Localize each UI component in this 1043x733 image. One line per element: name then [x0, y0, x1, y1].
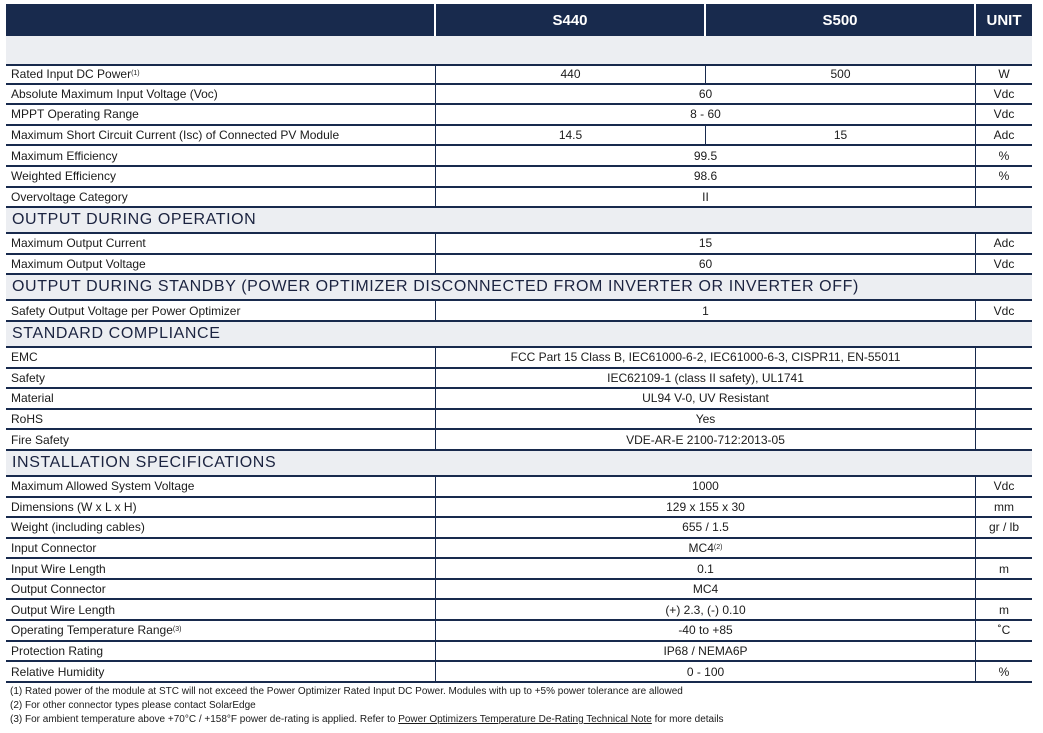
value-both-models — [436, 105, 976, 124]
unit-cell: m — [999, 602, 1009, 617]
row-label — [6, 188, 436, 207]
table-row — [6, 126, 1032, 147]
table-row — [6, 255, 1032, 276]
value-both-models — [436, 255, 976, 274]
value-text: 60 — [698, 86, 713, 101]
footnote-3-text: (3) For ambient temperature above +70°C / +158°F power de-rating is applied. Refer to — [10, 714, 399, 725]
row-label: Rated Input DC Power (1) — [6, 66, 436, 83]
row-label-text: Input Wire Length — [11, 561, 106, 576]
row-label-text: EMC — [11, 350, 38, 365]
row-label-text: Maximum Efficiency — [11, 148, 118, 163]
unit-cell — [976, 539, 1032, 558]
value-both-models — [436, 389, 976, 408]
row-label — [6, 498, 436, 517]
unit-cell: Vdc — [993, 86, 1015, 101]
value-text: MC4 — [692, 582, 719, 597]
row-label — [6, 580, 436, 599]
row-label-text: Protection Rating — [11, 643, 104, 658]
table-row — [6, 580, 1032, 601]
row-label-text: Input Connector — [11, 540, 97, 555]
value-text: IEC62109-1 (class II safety), UL1741 — [607, 370, 804, 385]
table-row — [6, 301, 1032, 322]
section-title-standard-compliance: STANDARD COMPLIANCE — [6, 322, 1032, 348]
row-label — [6, 518, 436, 537]
row-label — [6, 539, 436, 558]
value-both-models — [436, 234, 976, 253]
table-row — [6, 498, 1032, 519]
value-text: Yes — [695, 412, 716, 427]
unit-cell: Adc — [993, 236, 1015, 251]
row-label — [6, 126, 436, 145]
value-text: 655 / 1.5 — [682, 520, 729, 535]
value-text: 1000 — [692, 479, 719, 494]
unit-cell: mm — [994, 499, 1014, 514]
value-both-models — [436, 498, 976, 517]
row-label-text: Weighted Efficiency — [11, 169, 116, 184]
value-both-models — [436, 600, 976, 619]
footnote-3-tail: for more details — [651, 714, 724, 725]
row-label — [6, 348, 436, 367]
table-row — [6, 621, 1032, 642]
row-label-text: Safety — [11, 370, 46, 385]
value-both-models — [436, 167, 976, 186]
value-both-models: MC4 (2) — [436, 539, 976, 558]
row-label — [6, 430, 436, 449]
value-both-models — [436, 621, 976, 640]
header-model-s440: S440 — [436, 4, 706, 36]
value-s440: 440 — [436, 66, 706, 83]
table-row — [6, 662, 1032, 683]
unit-cell — [976, 410, 1032, 429]
table-row — [6, 167, 1032, 188]
value-text: 129 x 155 x 30 — [666, 499, 745, 514]
value-text: UL94 V-0, UV Resistant — [642, 391, 769, 406]
unit-cell: % — [998, 148, 1010, 163]
row-label-text: Maximum Output Voltage — [11, 257, 146, 272]
unit-cell — [976, 642, 1032, 661]
row-label-text: Maximum Output Current — [11, 236, 146, 251]
section-title-output-operation: OUTPUT DURING OPERATION — [6, 208, 1032, 234]
value-both-models — [436, 559, 976, 578]
value-both-models — [436, 410, 976, 429]
value-text: 0 - 100 — [686, 664, 725, 679]
value-both-models — [436, 369, 976, 388]
row-label-text: Output Wire Length — [11, 602, 116, 617]
value-s500: 500 — [706, 66, 976, 83]
table-row — [6, 559, 1032, 580]
value-text: 15 — [698, 236, 713, 251]
table-row — [6, 642, 1032, 663]
table-row — [6, 477, 1032, 498]
unit-cell — [976, 580, 1032, 599]
output-rows — [6, 234, 1032, 275]
unit-cell: W — [998, 67, 1010, 82]
unit-cell: Adc — [993, 128, 1015, 143]
input-rows — [6, 64, 1032, 208]
row-label-text: RoHS — [11, 412, 44, 427]
value-both-models — [436, 580, 976, 599]
row-label — [6, 389, 436, 408]
row-label — [6, 85, 436, 104]
input-section-band — [6, 36, 1032, 64]
value-text: VDE-AR-E 2100-712:2013-05 — [626, 432, 785, 447]
row-label — [6, 559, 436, 578]
row-label-text: Operating Temperature Range — [11, 623, 173, 638]
row-label-text: Safety Output Voltage per Power Optimizer — [11, 303, 241, 318]
footnote-2: (2) For other connector types please contact SolarEdge — [10, 700, 256, 711]
value-text: MC4 — [688, 540, 714, 555]
row-label-text: Dimensions (W x L x H) — [11, 499, 137, 514]
table-row — [6, 146, 1032, 167]
unit-cell — [976, 348, 1032, 367]
row-label — [6, 369, 436, 388]
row-label-text: Material — [11, 391, 54, 406]
row-label — [6, 662, 436, 681]
row-label-text: Maximum Allowed System Voltage — [11, 479, 195, 494]
header-model-s500: S500 — [706, 4, 976, 36]
header-unit: UNIT — [986, 11, 1022, 29]
standby-rows — [6, 301, 1032, 322]
unit-cell: Vdc — [993, 303, 1015, 318]
row-label-text: Weight (including cables) — [11, 520, 145, 535]
value-text: 0.1 — [697, 561, 714, 576]
installation-rows — [6, 477, 1032, 683]
value-both-models — [436, 146, 976, 165]
table-row — [6, 389, 1032, 410]
value-text: 98.6 — [693, 169, 718, 184]
table-row — [6, 600, 1032, 621]
table-row — [6, 410, 1032, 431]
value-text: FCC Part 15 Class B, IEC61000-6-2, IEC61000-6-3, CISPR11, EN-55011 — [510, 350, 901, 365]
value-both-models — [436, 477, 976, 496]
unit-cell — [976, 430, 1032, 449]
row-label — [6, 477, 436, 496]
value-both-models — [436, 348, 976, 367]
table-row — [6, 85, 1032, 106]
table-row — [6, 348, 1032, 369]
unit-cell — [976, 389, 1032, 408]
value-text: II — [702, 189, 709, 204]
unit-cell: Vdc — [993, 479, 1015, 494]
table-row — [6, 518, 1032, 539]
value-both-models — [436, 188, 976, 207]
unit-cell — [976, 188, 1032, 207]
table-header — [6, 4, 1032, 36]
row-label-text: Fire Safety — [11, 432, 70, 447]
value-both-models — [436, 662, 976, 681]
row-label-text: Overvoltage Category — [11, 189, 128, 204]
footnote-1: (1) Rated power of the module at STC will not exceed the Power Optimizer Rated Input DC Power. Modules with up to +5% power tolerance are allowed — [10, 686, 683, 697]
unit-cell: % — [998, 169, 1010, 184]
row-label — [6, 255, 436, 274]
unit-cell: Vdc — [993, 107, 1015, 122]
value-both-models — [436, 85, 976, 104]
value-text: 1 — [702, 303, 709, 318]
table-row — [6, 188, 1032, 209]
unit-cell: % — [998, 664, 1010, 679]
table-row — [6, 369, 1032, 390]
unit-cell: gr / lb — [988, 520, 1019, 535]
compliance-rows — [6, 348, 1032, 451]
unit-cell — [976, 369, 1032, 388]
row-label — [6, 600, 436, 619]
value-text: 8 - 60 — [690, 107, 721, 122]
section-title-installation: INSTALLATION SPECIFICATIONS — [6, 451, 1032, 477]
row-label-text: Maximum Short Circuit Current (Isc) of Connected PV Module — [11, 128, 340, 143]
row-label — [6, 146, 436, 165]
unit-cell: ˚C — [997, 623, 1011, 638]
derating-technical-note-link[interactable]: Power Optimizers Temperature De-Rating Technical Note — [398, 714, 652, 725]
table-row — [6, 64, 1032, 85]
row-label-text: Absolute Maximum Input Voltage (Voc) — [11, 86, 218, 101]
value-text: -40 to +85 — [678, 623, 733, 638]
value-both-models — [436, 301, 976, 320]
row-label — [6, 642, 436, 661]
value-text: 99.5 — [693, 148, 718, 163]
value-s500: 15 — [706, 126, 976, 145]
row-label-text: Relative Humidity — [11, 664, 105, 679]
header-blank — [6, 4, 436, 36]
footnotes — [10, 685, 724, 727]
value-text: 60 — [698, 257, 713, 272]
table-row — [6, 430, 1032, 451]
footnote-3 — [10, 713, 724, 727]
unit-cell: Vdc — [993, 257, 1015, 272]
value-both-models — [436, 642, 976, 661]
section-title-output-standby: OUTPUT DURING STANDBY (POWER OPTIMIZER DISCONNECTED FROM INVERTER OR INVERTER OFF) — [6, 275, 1032, 301]
table-row — [6, 105, 1032, 126]
row-label — [6, 410, 436, 429]
value-s440: 14.5 — [436, 126, 706, 145]
row-label — [6, 301, 436, 320]
row-label-text: Rated Input DC Power — [11, 67, 132, 82]
value-text: IP68 / NEMA6P — [663, 643, 748, 658]
row-label-text: Output Connector — [11, 582, 106, 597]
row-label: Operating Temperature Range (3) — [6, 621, 436, 640]
row-label — [6, 167, 436, 186]
table-row — [6, 539, 1032, 560]
table-row — [6, 234, 1032, 255]
value-both-models — [436, 518, 976, 537]
value-text: (+) 2.3, (-) 0.10 — [665, 602, 746, 617]
row-label — [6, 105, 436, 124]
row-label-text: MPPT Operating Range — [11, 107, 139, 122]
unit-cell: m — [999, 561, 1009, 576]
row-label — [6, 234, 436, 253]
value-both-models — [436, 430, 976, 449]
spec-table — [6, 4, 1032, 683]
